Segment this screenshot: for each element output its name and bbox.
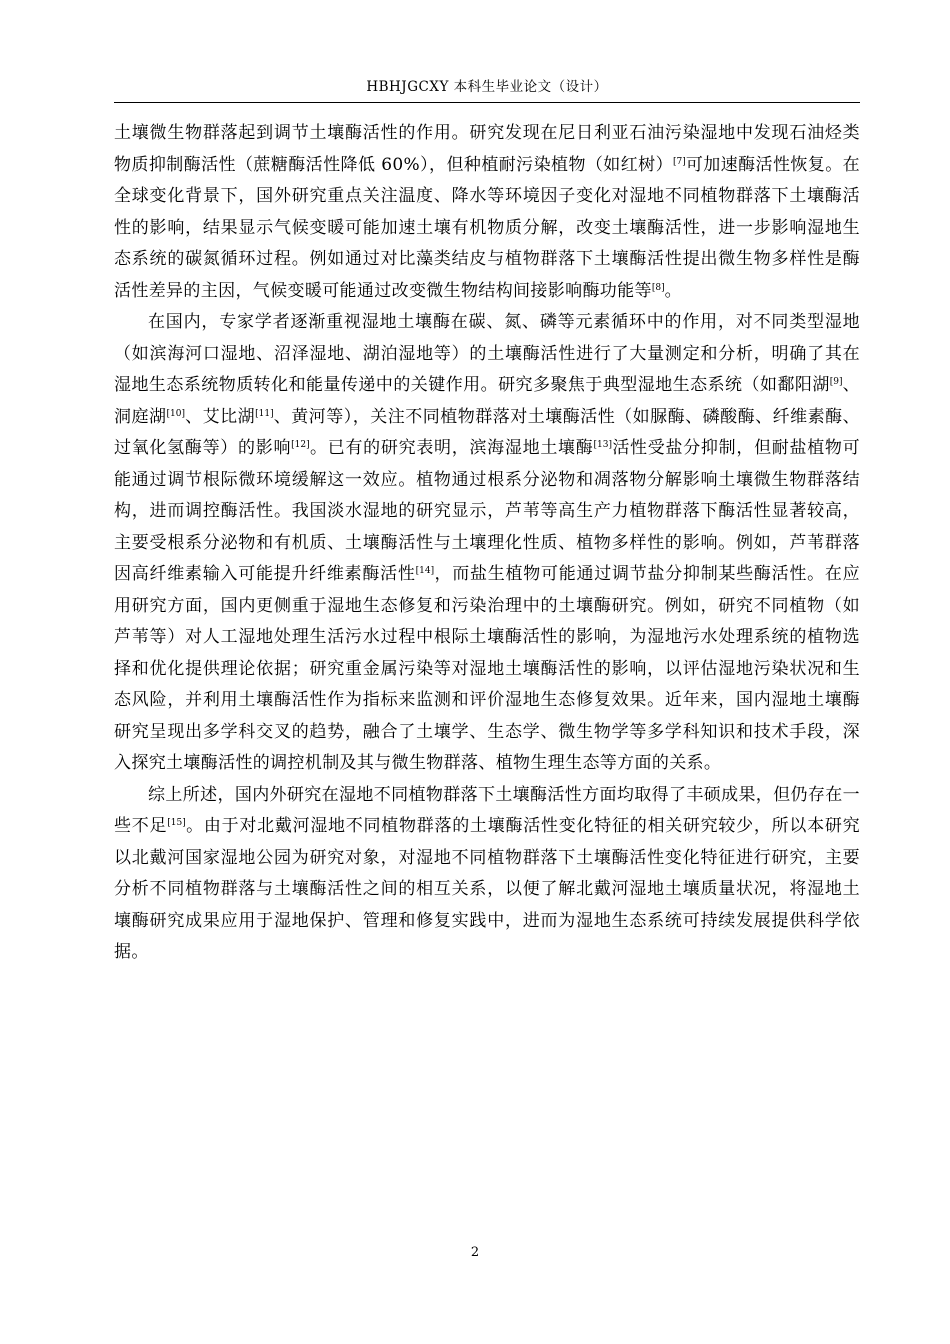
text-run: 。由于对北戴河湿地不同植物群落的土壤酶活性变化特征的相关研究较少，所以本研究以北戴河国家湿地公园为研究对象，对湿地不同植物群落下土壤酶活性变化特征进行研究，主要分析不同植物群落与土壤酶活性之间的相互关系，以便了解北戴河湿地土壤质量状况，将湿地土壤酶研究成果应用于湿地保护、管理和修复实践中，进而为湿地生态系统可持续发展提供科学依据。: [114, 816, 860, 962]
citation-10: [10]: [166, 408, 185, 419]
paragraph-foreign-research: [114, 118, 860, 307]
paragraph-summary: [114, 780, 860, 969]
paragraph-domestic-research: [114, 307, 860, 780]
citation-15: [15]: [167, 818, 186, 828]
text-run: 、黄河等），关注不同植物群落对土壤酶活性（如脲酶、磷酸酶、纤维素酶、过氧化氢酶等）的影响: [114, 406, 860, 458]
citation-9: [9]: [829, 377, 843, 387]
text-run: 、洞庭湖: [114, 375, 860, 427]
citation-12: [12]: [291, 440, 310, 450]
citation-11: [11]: [255, 408, 274, 419]
text-run: 。已有的研究表明，滨海湿地土壤酶: [309, 438, 594, 458]
text-run: 在国内，专家学者逐渐重视湿地土壤酶在碳、氮、磷等元素循环中的作用，对不同类型湿地（如滨海河口湿地、沼泽湿地、湖泊湿地等）的土壤酶活性进行了大量测定和分析，明确了其在湿地生态系统物质转化和能量传递中的关键作用。研究多聚焦于典型湿地生态系统（如鄱阳湖: [114, 312, 860, 395]
page-header: HBHJGCXY 本科生毕业论文（设计）: [114, 74, 860, 103]
text-run: ，而盐生植物可能通过调节盐分抑制某些酶活性。在应用研究方面，国内更侧重于湿地生态修复和污染治理中的土壤酶研究。例如，研究不同植物（如芦苇等）对人工湿地处理生活污水过程中根际土壤酶活性的影响，为湿地污水处理系统的植物选择和优化提供理论依据；研究重金属污染等对湿地土壤酶活性的影响，以评估湿地污染状况和生态风险，并利用土壤酶活性作为指标来监测和评价湿地生态修复效果。近年来，国内湿地土壤酶研究呈现出多学科交叉的趋势，融合了土壤学、生态学、微生物学等多学科知识和技术手段，深入探究土壤酶活性的调控机制及其与微生物群落、植物生理生态等方面的关系。: [114, 564, 860, 773]
citation-7: [7]: [673, 156, 686, 167]
page-number: 2: [470, 1245, 480, 1260]
text-run: 可加速酶活性恢复。在全球变化背景下，国外研究重点关注温度、降水等环境因子变化对湿地不同植物群落下土壤酶活性的影响，结果显示气候变暖可能加速土壤有机物质分解，改变土壤酶活性，进一步影响湿地生态系统的碳氮循环过程。例如通过对比藻类结皮与植物群落下土壤酶活性提出微生物多样性是酶活性差异的主因，气候变暖可能通过改变微生物结构间接影响酶功能等: [114, 154, 861, 301]
citation-13: [13]: [593, 440, 612, 450]
body-text: [114, 118, 860, 969]
text-run: 活性受盐分抑制，但耐盐植物可能通过调节根际微环境缓解这一效应。植物通过根系分泌物和凋落物分解影响土壤微生物群落结构，进而调控酶活性。我国淡水湿地的研究显示，芦苇等高生产力植物群落下酶活性显著较高，主要受根系分泌物和有机质、土壤酶活性与土壤理化性质、植物多样性的影响。例如，芦苇群落因高纤维素输入可能提升纤维素酶活性: [114, 438, 860, 584]
text-run: 土壤微生物群落起到调节土壤酶活性的作用。研究发现在尼日利亚石油污染湿地中发现石油烃类物质抑制酶活性（蔗糖酶活性降低 60%），但种植耐污染植物（如红树）: [114, 123, 860, 175]
text-run: 、艾比湖: [184, 406, 256, 427]
citation-14: [14]: [415, 566, 435, 576]
citation-8: [8]: [651, 282, 665, 293]
text-run: 。: [664, 280, 682, 301]
text-run: 综上所述，国内外研究在湿地不同植物群落下土壤酶活性方面均取得了丰硕成果，但仍存在一些不足: [114, 784, 860, 836]
